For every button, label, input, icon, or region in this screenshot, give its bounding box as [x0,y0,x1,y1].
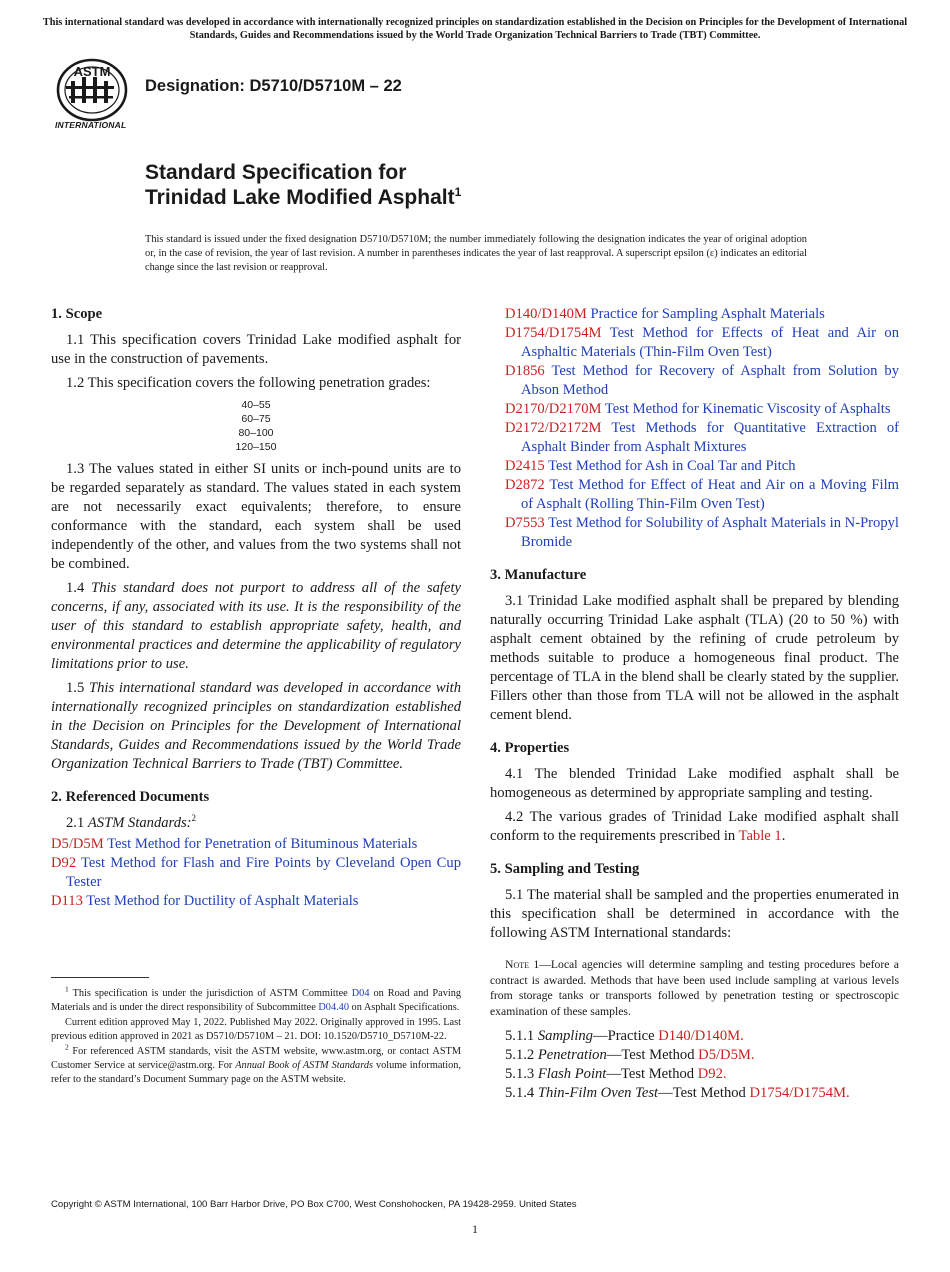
reference-item [490,457,899,476]
sampling-item-end: . [750,1047,755,1063]
footnote-2-text-a: For referenced ASTM standards, visit the ASTM website, www.astm.org, or contact ASTM Customer Service at service@astm.org. For [51,1046,461,1071]
table-1-link[interactable]: Table 1 [738,828,782,844]
referenced-documents-heading: 2. Referenced Documents [51,789,210,805]
sampling-item-number: 5.1.2 [505,1047,538,1063]
sampling-item-end: . [722,1066,727,1082]
properties-heading: 4. Properties [490,740,570,756]
astm-logo-icon [52,58,136,124]
scope-1-4-number: 1.4 [66,580,92,596]
reference-title-link[interactable]: Practice for Sampling Asphalt Materials [590,306,825,322]
reference-code-link[interactable]: D1754/D1754M [505,325,602,341]
sampling-item-label: Flash Point [537,1066,607,1082]
reference-item [51,892,461,911]
sampling-item-code-link[interactable]: D1754/D1754M [749,1085,846,1101]
designation [145,77,402,96]
reference-title-link[interactable]: Test Method for Effects of Heat and Air on Asphaltic Materials (Thin-Film Oven Test) [521,325,899,360]
astm-standards-number: 2.1 [66,815,88,831]
reference-item [51,854,461,892]
sampling-item-label: Penetration [537,1047,607,1063]
sampling-item-number: 5.1.3 [505,1066,538,1082]
manufacture-3-1: 3.1 Trinidad Lake modified asphalt shall be prepared by blending naturally occurring Trinidad Lake asphalt (TLA) (20 to 50 %) with asphalt cement obtained by the refining of crude petroleum by methods suitable to produce a homogeneous final product. The percentage of TLA in the blend shall be clearly stated by the supplier. Fillers other than those from TLA will not be allowed in the asphalt cement blend. [490,593,899,723]
properties-4-2-text: 4.2 The various grades of Trinidad Lake modified asphalt shall conform to the requirements prescribed in [490,809,899,844]
footnote-2-text-b: volume information, refer to the standard’s Document Summary page on the ASTM website. [51,1059,461,1085]
reference-item [490,419,899,457]
document-title [145,160,461,210]
reference-code-link[interactable]: D2170/D2170M [505,401,602,417]
reference-item [490,305,899,324]
sampling-item-code-link[interactable]: D92 [697,1066,723,1082]
manufacture-heading: 3. Manufacture [490,567,587,583]
footnote-2 [51,1042,461,1086]
astm-standards-text: ASTM Standards: [87,815,192,831]
scope-1-1: 1.1 This specification covers Trinidad Lake modified asphalt for use in the construction of pavements. [51,332,461,367]
reference-title-link[interactable]: Test Method for Effect of Heat and Air on a Moving Film of Asphalt (Rolling Thin-Film Oven Test) [521,477,900,512]
scope-heading: 1. Scope [51,306,103,322]
reference-code-link[interactable]: D2415 [505,458,545,474]
sampling-item [490,1027,899,1046]
copyright-notice: Copyright © ASTM International, 100 Barr Harbor Drive, PO Box C700, West Conshohocken, PA 19428-2959. United States [51,1199,577,1210]
reference-title-link[interactable]: Test Methods for Quantitative Extraction of Asphalt Binder from Asphalt Mixtures [521,420,899,455]
sampling-item [490,1046,899,1065]
astm-standards-footnote-mark[interactable]: 2 [191,813,197,824]
footnote-1-text-a: This specification is under the jurisdiction of ASTM Committee [68,988,352,999]
reference-code-link[interactable]: D2872 [505,477,545,493]
sampling-item-end: . [740,1028,744,1044]
page-number: 1 [472,1222,478,1236]
footnotes [51,984,461,1088]
reference-code-link[interactable]: D2172/D2172M [505,420,602,436]
grade-item: 60–75 [241,413,271,425]
scope-1-4 [51,579,461,674]
reference-title-link[interactable]: Test Method for Flash and Fire Points by Cleveland Open Cup Tester [66,855,462,890]
designation-year: 22 [383,77,402,95]
reference-code-link[interactable]: D1856 [505,363,545,379]
title-footnote-mark[interactable]: 1 [454,185,462,199]
right-column [490,305,899,1103]
reference-item [51,835,461,854]
grade-item: 120–150 [235,441,277,453]
grade-item: 40–55 [241,399,271,411]
astm-logo-label: INTERNATIONAL [55,120,127,130]
left-column [51,305,461,911]
scope-1-4-text: This standard does not purport to address all of the safety concerns, if any, associated with its use. It is the responsibility of the user of this standard to establish appropriate safety, health, and environmental practices and determine the applicability of regulatory limitations prior to use. [51,580,461,672]
sampling-5-1: 5.1 The material shall be sampled and the properties enumerated in this specification shall be determined in accordance with the following ASTM International standards: [490,887,899,941]
grades-list [51,398,461,454]
reference-title-link[interactable]: Test Method for Ductility of Asphalt Materials [86,893,359,909]
reference-item [490,324,899,362]
sampling-item-label: Sampling [537,1028,593,1044]
sampling-item [490,1084,899,1103]
footnote-divider [51,977,149,978]
title-line-2-text: Trinidad Lake Modified Asphalt [145,186,455,209]
scope-1-5-number: 1.5 [66,680,90,696]
designation-separator: – [365,77,384,95]
astm-standards-label [51,814,461,833]
reference-title-link[interactable]: Test Method for Kinematic Viscosity of Asphalts [604,401,891,417]
title-line-1: Standard Specification for [145,161,407,184]
properties-4-2-end: . [781,828,786,844]
reference-title-link[interactable]: Test Method for Penetration of Bituminous Materials [107,836,418,852]
footnote-1-text-b: on Road and Paving Materials and is under the direct responsibility of Subcommittee [51,988,461,1013]
note-1-label: Note 1 [505,958,540,971]
reference-item [490,400,899,419]
scope-1-3: 1.3 The values stated in either SI units or inch-pound units are to be regarded separately as standard. The values stated in each system are not necessarily exact equivalents; therefore, to ensure conformance with the standard, each system shall be used independently of the other, and values from the two systems shall not be combined. [51,461,461,572]
sampling-item-code-link[interactable]: D140/D140M [658,1028,741,1044]
properties-4-2 [490,808,899,846]
reference-code-link[interactable]: D7553 [505,515,545,531]
sampling-item-text: —Test Method [606,1047,699,1063]
issued-note: This standard is issued under the fixed designation D5710/D5710M; the number immediately following the designation indicates the year of original adoption or, in the case of revision, the year of last revision. A number in parentheses indicates the year of last reapproval. A superscript epsilon (ε) indicates an editorial change since the last revision or reapproval. [145,234,807,273]
scope-1-2: 1.2 This specification covers the following penetration grades: [66,375,431,391]
reference-title-link[interactable]: Test Method for Ash in Coal Tar and Pitch [548,458,796,474]
sampling-heading: 5. Sampling and Testing [490,861,640,877]
properties-4-1: 4.1 The blended Trinidad Lake modified asphalt shall be homogeneous as determined by appropriate sampling and testing. [490,766,899,801]
designation-prefix: Designation: [145,77,250,95]
grade-item: 80–100 [238,427,274,439]
footnote-1-mark: 1 [65,984,69,994]
designation-code: D5710/D5710M [249,77,366,95]
reference-title-link[interactable]: Test Method for Solubility of Asphalt Materials in N-Propyl Bromide [521,515,899,550]
sampling-item-code-link[interactable]: D5/D5M [698,1047,751,1063]
scope-1-5-text: This international standard was developed in accordance with internationally recognized principles on standardization established in the Decision on Principles for the Development of International Standards, Guides and Recommendations issued by the World Trade Organization Technical Barriers to Trade (TBT) Committee. [51,680,462,772]
reference-code-link[interactable]: D140/D140M [505,306,587,322]
reference-code-link[interactable]: D92 [51,855,77,871]
sampling-item-text: —Test Method [606,1066,698,1082]
sampling-item-end: . [846,1085,850,1101]
sampling-item-number: 5.1.4 [505,1085,538,1101]
astm-logo-letters: ASTM [73,64,111,79]
footnote-1-text-c: on Asphalt Specifications. [348,1001,460,1013]
footnote-2-mark: 2 [65,1042,69,1052]
reference-code-link[interactable]: D113 [51,893,83,909]
title-line-2 [145,185,461,210]
sampling-item-text: —Practice [592,1028,659,1044]
footnote-edition: Current edition approved May 1, 2022. Published May 2022. Originally approved in 1995. Last previous edition approved in 2021 as D5710/D5710M – 21. DOI: 10.1520/D5710_D5710M-22. [51,1017,461,1042]
reference-item [490,476,899,514]
reference-item [490,514,899,552]
subcommittee-d04-40-link[interactable]: D04.40 [318,1001,349,1013]
note-1 [490,957,899,1019]
header-note: This international standard was developed in accordance with internationally recognized principles on standardization established in the Decision on Principles for the Development of International Standards, Guides and Recommendations issued by the World Trade Organization Technical Barriers to Trade (TBT) Committee. [42,17,908,41]
reference-title-link[interactable]: Test Method for Recovery of Asphalt from Solution by Abson Method [521,363,899,398]
note-1-text: —Local agencies will determine sampling and testing procedures before a contract is awarded. Methods that have been used include sampling at various levels from storage tanks or transports followed by penetration testing or spectroscopic examination of these samples. [490,958,899,1018]
scope-1-5 [51,679,461,774]
reference-code-link[interactable]: D5/D5M [51,836,104,852]
footnote-2-italic: Annual Book of ASTM Standards [235,1059,373,1071]
footnote-1 [51,984,461,1014]
sampling-item-number: 5.1.1 [505,1028,538,1044]
committee-d04-link[interactable]: D04 [351,988,370,999]
sampling-item-text: —Test Method [658,1085,750,1101]
sampling-item [490,1065,899,1084]
reference-item [490,362,899,400]
sampling-item-label: Thin-Film Oven Test [537,1085,659,1101]
